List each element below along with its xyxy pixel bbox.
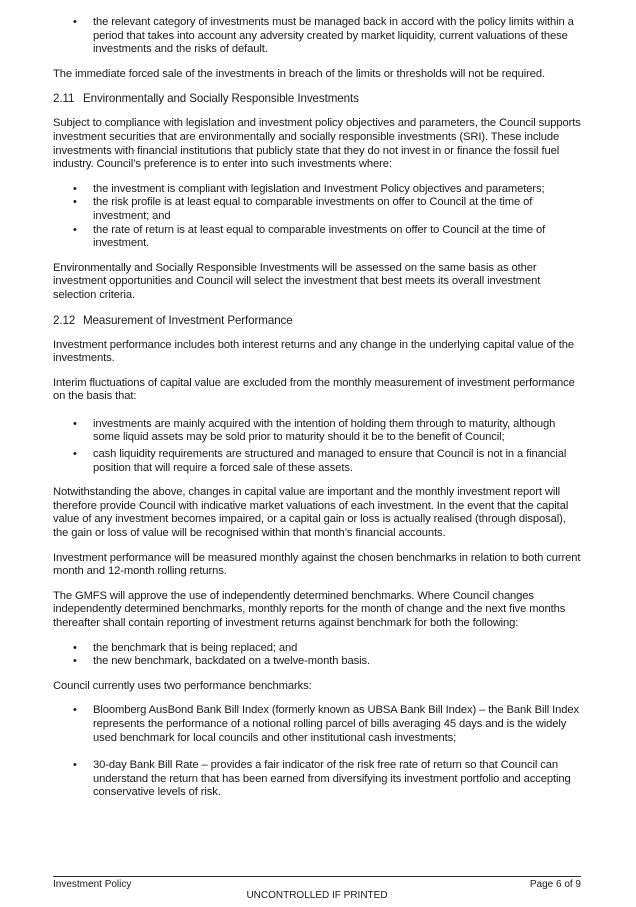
footer-document-title: Investment Policy [53, 879, 132, 890]
paragraph: Investment performance includes both interest returns and any change in the underlying capital value of the investments. [53, 338, 575, 365]
section-heading-2-11 [53, 92, 583, 106]
section-title: Measurement of Investment Performance [83, 313, 293, 327]
page-footer [53, 876, 581, 901]
intro-bullet-list [53, 16, 583, 57]
bullet-icon: • [73, 448, 77, 461]
sri-bullet-list [53, 183, 583, 251]
bullet-icon: • [73, 641, 77, 654]
list-item: • the investment is compliant with legislation and Investment Policy objectives and parameters; [73, 182, 545, 195]
bullet-icon: • [73, 759, 77, 772]
paragraph: Subject to compliance with legislation and investment policy objectives and parameters, the Council supports investment securities that are environmentally and socially responsible investments (SRI). These include investments with financial institutions that publicly state that they do not invest in or finance the fossil fuel industry. Council’s preference is to enter into such investments where: [53, 117, 581, 171]
paragraph: Environmentally and Socially Responsible Investments will be assessed on the same basis as other investment opportunities and Council will select the investment that best meets its overall investment selection criteria. [53, 261, 541, 301]
list-item: • 30-day Bank Bill Rate – provides a fair indicator of the risk free rate of return so that Council can understand the return that has been earned from diversifying its investment portfolio and accepting conservative levels of risk. [73, 759, 571, 799]
list-item: • the rate of return is at least equal to comparable investments on offer to Council at the time of investment. [73, 223, 546, 250]
paragraph: The immediate forced sale of the investments in breach of the limits or thresholds will not be required. [53, 67, 546, 80]
bullet-icon: • [73, 223, 77, 236]
list-item: • Bloomberg AusBond Bank Bill Index (formerly known as UBSA Bank Bill Index) – the Bank Bill Index represents the performance of a notional rolling parcel of bills averaging 45 days and is the widely used benchmark for local councils and other institutional cash investments; [73, 704, 580, 744]
bullet-icon: • [73, 196, 77, 209]
benchmarks-bullet-list [53, 704, 583, 800]
paragraph: The GMFS will approve the use of independently determined benchmarks. Where Council changes independently determined benchmarks, monthly reports for the month of change and the next five months thereafter shall contain reporting of investment returns against benchmark for both the following: [53, 589, 566, 629]
section-number: 2.11 [53, 92, 75, 106]
section-heading-2-12 [53, 314, 583, 328]
document-page [53, 16, 583, 811]
paragraph: Interim fluctuations of capital value are excluded from the monthly measurement of investment performance on the basis that: [53, 376, 575, 403]
bullet-icon: • [73, 417, 77, 430]
footer-page-number: Page 6 of 9 [529, 879, 581, 890]
paragraph: Notwithstanding the above, changes in capital value are important and the monthly investment report will therefore provide Council with indicative market valuations of each investment. In the event that the capital value of any investment becomes impaired, or a capital gain or loss is actually realised (through disposal), the gain or loss of value will be recognised within that month’s financial accounts. [53, 486, 569, 540]
list-item: • the benchmark that is being replaced; and [73, 641, 298, 654]
section-title: Environmentally and Socially Responsible Investments [83, 92, 359, 106]
bullet-icon: • [73, 704, 77, 717]
paragraph: Council currently uses two performance benchmarks: [53, 679, 312, 692]
bullet-icon: • [73, 655, 77, 668]
footer-uncontrolled-notice: UNCONTROLLED IF PRINTED [246, 890, 388, 901]
fluctuation-bullet-list [53, 418, 583, 475]
benchmark-change-bullet-list [53, 642, 583, 669]
bullet-icon: • [73, 182, 77, 195]
list-item: • investments are mainly acquired with the intention of holding them through to maturity, although some liquid assets may be sold prior to maturity should it be to the benefit of Council; [73, 417, 556, 444]
list-item: • the new benchmark, backdated on a twelve-month basis. [73, 655, 371, 668]
section-number: 2.12 [53, 313, 76, 327]
list-item: • cash liquidity requirements are structured and managed to ensure that Council is not in a financial position that will require a forced sale of these assets. [73, 448, 567, 474]
bullet-icon: • [73, 16, 77, 28]
list-item: • the relevant category of investments must be managed back in accord with the policy limits within a period that takes into account any adversity created by market liquidity, current valuations of these investments and the risks of default. [73, 16, 574, 56]
paragraph: Investment performance will be measured monthly against the chosen benchmarks in relation to both current month and 12-month rolling returns. [53, 551, 581, 578]
list-item: • the risk profile is at least equal to comparable investments on offer to Council at the time of investment; and [73, 196, 533, 222]
